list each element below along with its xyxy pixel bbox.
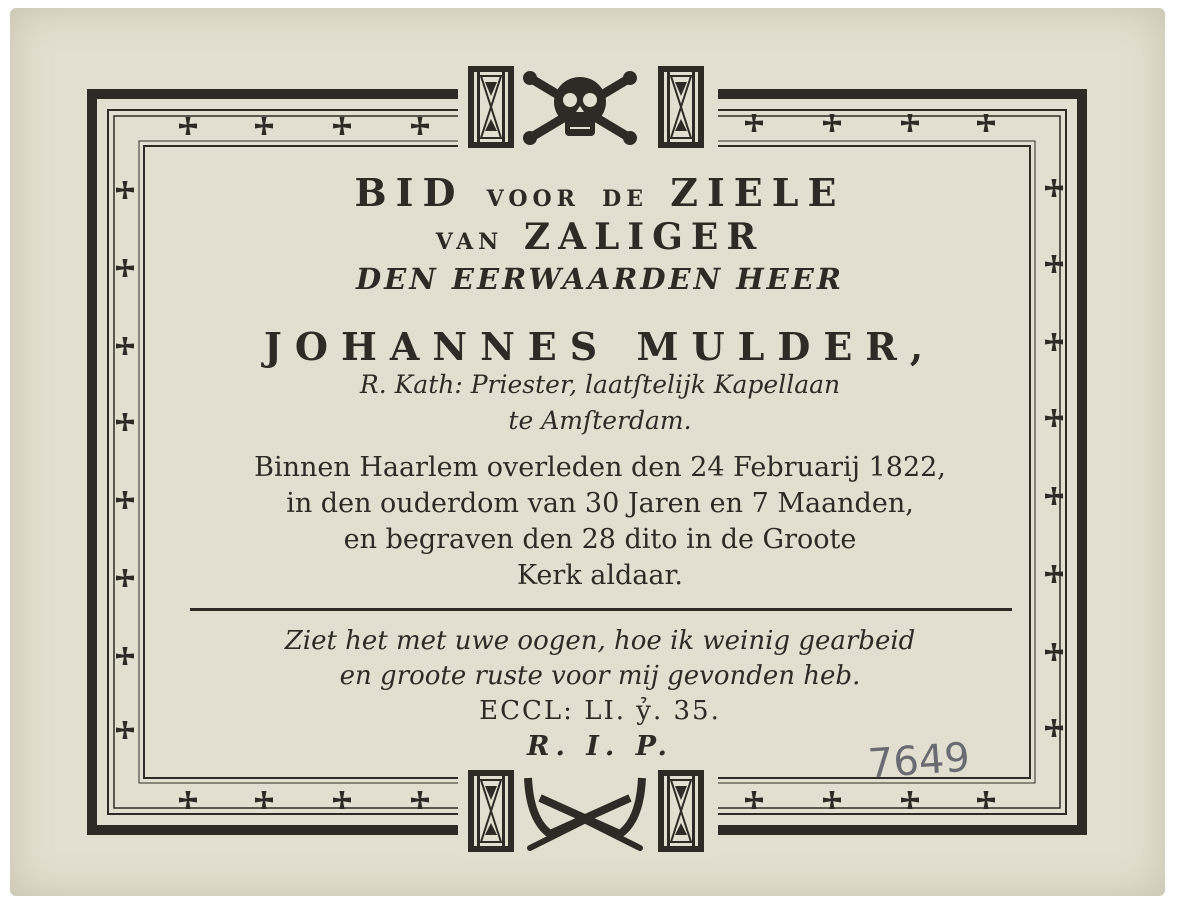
- heading-line-1: BID VOOR DE ZIELE: [354, 170, 846, 215]
- cross-pattee-icon: [179, 117, 197, 135]
- hourglass-icon: [658, 770, 704, 852]
- cross-pattee-icon: [745, 791, 763, 809]
- cross-pattee-icon: [116, 337, 134, 355]
- cross-pattee-icon: [333, 791, 351, 809]
- cross-pattee-icon: [411, 117, 429, 135]
- place-line: te Amſterdam.: [508, 406, 692, 435]
- cross-pattee-icon: [411, 791, 429, 809]
- cross-pattee-icon: [116, 259, 134, 277]
- hourglass-icon: [658, 66, 704, 148]
- body-line-1: Binnen Haarlem overleden den 24 Februarij 1822,: [254, 452, 946, 483]
- cross-pattee-icon: [977, 791, 995, 809]
- office-line: R. Kath: Priester, laatſtelijk Kapellaan: [359, 370, 841, 399]
- cross-pattee-icon: [179, 791, 197, 809]
- body-line-4: Kerk aldaar.: [516, 560, 683, 591]
- deceased-name: JOHANNES MULDER,: [263, 324, 937, 369]
- body-line-3: en begraven den 28 dito in de Groote: [343, 524, 857, 555]
- cross-pattee-icon: [823, 791, 841, 809]
- cross-pattee-icon: [255, 117, 273, 135]
- cross-pattee-icon: [116, 413, 134, 431]
- quote-line-2: en groote ruste voor mij gevonden heb.: [339, 661, 861, 691]
- hourglass-icon: [468, 770, 514, 852]
- citation: ECCL: LI. ỷ. 35.: [479, 696, 721, 726]
- catalog-number: 7649: [866, 734, 972, 788]
- heading-line-2: VAN ZALIGER: [435, 216, 765, 258]
- cross-pattee-icon: [116, 721, 134, 739]
- cross-pattee-icon: [116, 647, 134, 665]
- cross-pattee-icon: [116, 569, 134, 587]
- quote-line-1: Ziet het met uwe oogen, hoe ik weinig gearbeid: [284, 626, 916, 656]
- cross-pattee-icon: [333, 117, 351, 135]
- memorial-card: [10, 8, 1165, 896]
- body-line-2: in den ouderdom van 30 Jaren en 7 Maanden,: [286, 488, 914, 519]
- cross-pattee-icon: [901, 791, 919, 809]
- divider: [190, 608, 1012, 611]
- rip-line: R. I. P.: [527, 731, 673, 762]
- cross-pattee-icon: [255, 791, 273, 809]
- heading-line-3: DEN EERWAARDEN HEER: [356, 262, 844, 296]
- cross-pattee-icon: [116, 491, 134, 509]
- hourglass-icon: [468, 66, 514, 148]
- cross-pattee-icon: [116, 181, 134, 199]
